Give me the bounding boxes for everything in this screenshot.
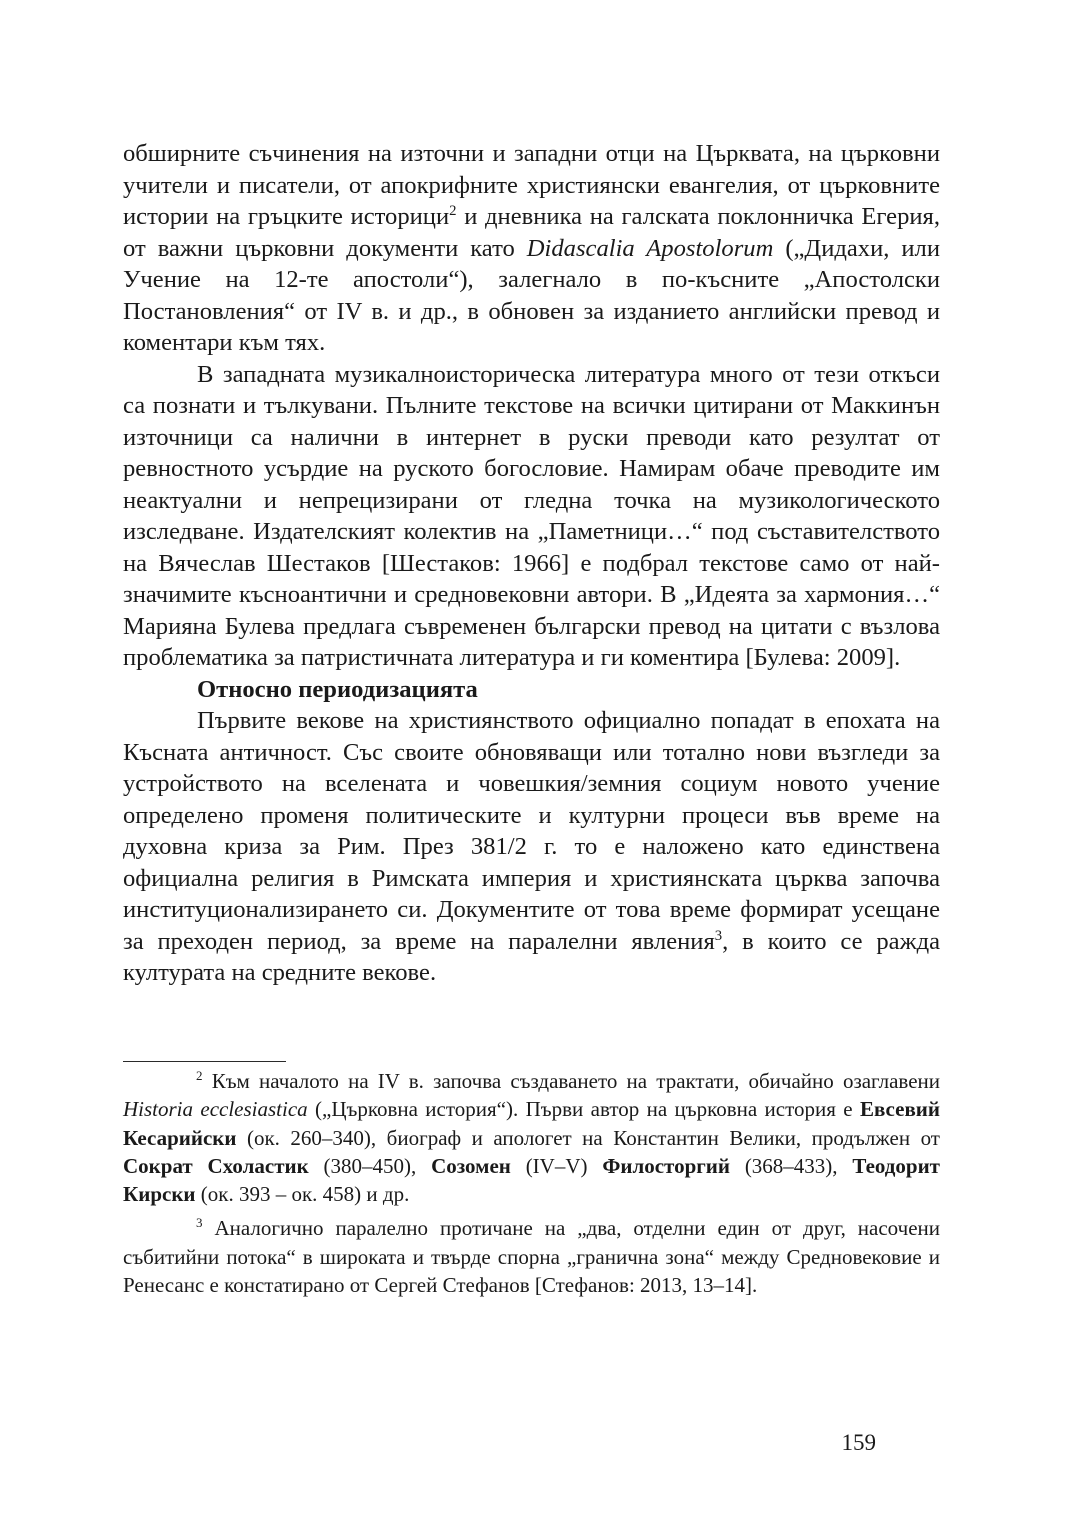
footnotes <box>123 1067 940 1305</box>
footnote-2: $^2$ Към началото на IV в. започва създаването на трактати, обичайно озаглавени Historia ecclesiastica („Църковна история“). Първи автор на църковна история е Евсевий Кесарийски (ок. 260–340), биограф и апологет на Константин Велики, продължен от Сократ Схоластик (380–450), Созомен (IV–V) Филосторгий (368–433), Теодорит Кирски (ок. 393 – ок. 458) и др. <box>123 1068 940 1207</box>
author-philostorgius: Филосторгий <box>602 1153 731 1178</box>
section-heading: Относно периодизацията <box>197 675 478 703</box>
footnote-number: 2 <box>196 1068 203 1083</box>
footnote-3: $^3$ Аналогично паралелно протичане на „два, отделни един от друг, насочени събитийни потока“ в широката и твърде спорна „гранична зона“ между Средновековие и Ренесанс е констатирано от Сергей Стефанов [Стефанов: 2013, 13–14]. <box>123 1215 940 1298</box>
author-socrates: Сократ Схоластик <box>123 1153 309 1178</box>
page-number: 159 <box>841 1430 876 1455</box>
footnote-ref-2[interactable]: 2 <box>449 202 457 219</box>
author-theodoret: Теодорит Кирски <box>123 1153 940 1207</box>
main-text <box>123 138 940 989</box>
footnote-separator <box>123 1061 286 1062</box>
author-sozomen: Созомен <box>431 1153 511 1178</box>
paragraph-3: Първите векове на християнството официално попадат в епохата на Късната античност. Със своите обновяващи или тотално нови възгледи за устройството на вселената и човешкия/земния социум новото учение определено променя политическите и културни процеси във време на духовна криза за Рим. През 381/2 г. то е наложено като единствена официална религия в Римската империя и християнската църква започва институционализирането си. Документите от това време формират усещане за преходен период, за време на паралелни явления$^3$, в които се ражда културата на средните векове. <box>123 707 940 986</box>
author-eusebius: Евсевий Кесарийски <box>123 1097 940 1150</box>
italic-title-didascalia: Didascalia Apostolorum <box>526 234 774 262</box>
footnote-ref-3[interactable]: 3 <box>714 927 723 944</box>
italic-title-historia: Historia ecclesiastica <box>123 1097 308 1122</box>
paragraph-2: В западната музикалноисторическа литература много от тези откъси са познати и тълкувани. Пълните текстове на всички цитирани от Маккинън източници са налични в интернет в руски преводи като резултат от ревностното усърдие на руското богословие. Намирам обаче преводите им неактуални и непрецизирани от гледна точка на музикологическото изследване. Издателският колектив на „Паметници…“ под съставителството на Вячеслав Шестаков [Шестаков: 1966] е подбрал текстове само от най-значимите късноантични и средновековни автори. В „Идеята за хармония…“ Марияна Булева предлага съвременен български превод на цитати с възлова проблематика за патристичната литература и ги коментира [Булева: 2009]. <box>123 360 940 671</box>
paragraph-1: обширните съчинения на източни и западни отци на Църквата, на църковни учители и писатели, от апокрифните християнски евангелия, от църковните истории на гръцките историци$^2$ и дневника на галската поклонничка Егерия, от важни църковни документи като Didascalia Apostolorum („Дидахи, или Учение на 12-те апостоли“), залегнало в по-късните „Апостолски Постановления“ от IV в. и др., в обновен за изданието английски превод и коментари към тях. <box>123 140 940 356</box>
footnote-number: 3 <box>196 1215 203 1231</box>
